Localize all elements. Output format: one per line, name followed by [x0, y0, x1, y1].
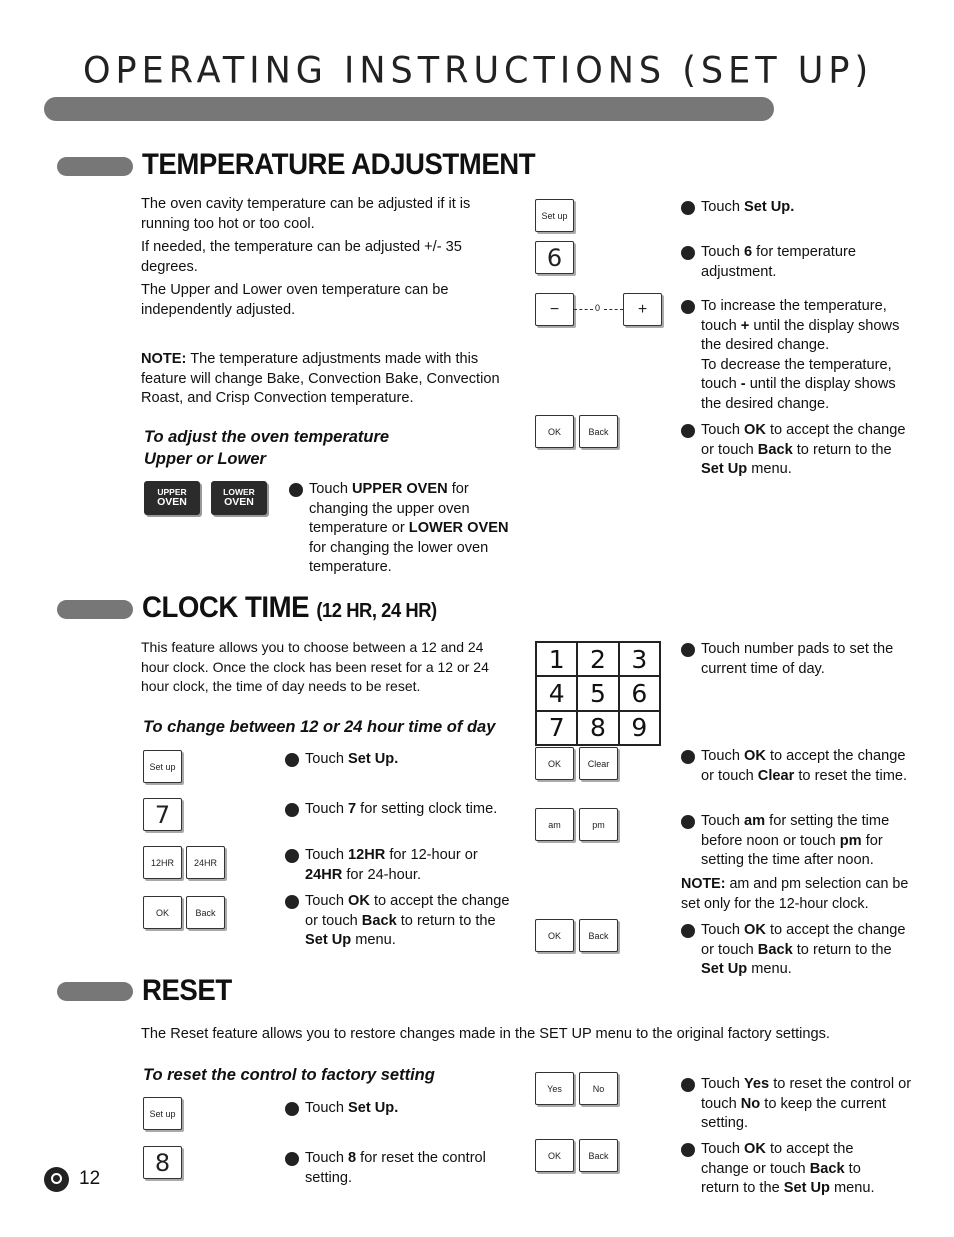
- key-6[interactable]: 6: [620, 677, 659, 709]
- key-1[interactable]: 1: [537, 643, 576, 675]
- 24hr-button[interactable]: 24HR: [186, 846, 225, 879]
- step-text: Touch: [305, 751, 348, 767]
- clock-note: [681, 875, 913, 914]
- reset-step-2: [279, 1149, 510, 1188]
- step-text: to accept the change or touch: [701, 422, 906, 458]
- section-marker: [57, 600, 133, 619]
- note-text: The temperature adjustments made with this feature will change Bake, Convection Bake, Convection Roast, and Crisp Convection temperature.: [141, 351, 500, 407]
- step-text-bold: OK: [348, 893, 370, 909]
- note-label: NOTE:: [141, 351, 187, 367]
- step-text: menu.: [829, 1180, 875, 1197]
- step-text: to reset the control or touch: [701, 1076, 912, 1112]
- step-text-bold: OK: [744, 422, 766, 438]
- pm-button[interactable]: pm: [579, 808, 618, 841]
- step-number: 2: [285, 803, 299, 817]
- page-title: OPERATING INSTRUCTIONS (SET UP): [83, 50, 874, 92]
- step-text: until the display shows the desired change.: [701, 376, 896, 412]
- step-text: to accept the change or touch: [701, 1141, 854, 1177]
- number-8-button[interactable]: 8: [143, 1146, 182, 1179]
- subheading-clock: To change between 12 or 24 hour time of day: [143, 718, 496, 736]
- clear-button[interactable]: Clear: [579, 747, 618, 780]
- subheading-reset: To reset the control to factory setting: [143, 1066, 435, 1084]
- key-9[interactable]: 9: [620, 712, 659, 744]
- step-number: 5: [681, 643, 695, 657]
- subheading-line: To adjust the oven temperature: [144, 428, 390, 446]
- step-text: to accept the change or touch: [305, 893, 510, 929]
- step-text: to return to the: [792, 441, 892, 458]
- ok-button[interactable]: OK: [535, 1139, 574, 1172]
- key-5[interactable]: 5: [578, 677, 617, 709]
- temperature-step-1: [283, 480, 517, 578]
- 12hr-button[interactable]: 12HR: [143, 846, 182, 879]
- step-number: 6: [681, 750, 695, 764]
- upper-oven-button[interactable]: [144, 481, 200, 515]
- plus-button[interactable]: +: [623, 293, 662, 326]
- back-button[interactable]: Back: [186, 896, 225, 929]
- clock-step-4: [279, 892, 517, 951]
- step-number: 3: [285, 849, 299, 863]
- reset-intro: The Reset feature allows you to restore changes made in the SET UP menu to the original factory settings.: [141, 1026, 830, 1042]
- clock-step-7: [675, 812, 913, 871]
- step-text-bold: OK: [744, 748, 766, 764]
- step-text: for setting clock time.: [356, 801, 498, 817]
- step-text: to return to the: [701, 1160, 861, 1197]
- step-text: for temperature adjustment.: [701, 244, 856, 280]
- number-7-button[interactable]: 7: [143, 798, 182, 831]
- step-number: 1: [285, 1102, 299, 1116]
- step-text-bold: 6: [744, 244, 753, 260]
- step-text: Touch: [305, 1150, 348, 1166]
- step-number: 4: [681, 1143, 695, 1157]
- clock-step-1: [279, 750, 515, 770]
- step-number: 1: [289, 483, 303, 497]
- step-number: 2: [681, 201, 695, 215]
- step-text: Touch: [701, 422, 744, 438]
- step-number: 4: [285, 895, 299, 909]
- heading-text: CLOCK TIME: [142, 591, 310, 624]
- step-text-bold: Set Up: [701, 961, 748, 978]
- step-text: for 24-hour.: [342, 866, 422, 883]
- set-up-button[interactable]: Set up: [143, 1097, 182, 1130]
- clock-intro: This feature allows you to choose between a 12 and 24 hour clock. Once the clock has been reset for a 12 or 24 hour clock, the time of day needs to be reset.: [141, 639, 489, 695]
- button-label: UPPER: [157, 487, 187, 497]
- temperature-intro: [141, 195, 513, 321]
- section-marker: [57, 157, 133, 176]
- step-text-bold: +: [740, 317, 750, 334]
- key-3[interactable]: 3: [620, 643, 659, 675]
- step-text: Touch: [309, 481, 352, 497]
- step-text: Touch: [701, 922, 744, 938]
- set-up-button[interactable]: Set up: [535, 199, 574, 232]
- temperature-note: [141, 350, 519, 409]
- ok-button[interactable]: OK: [535, 919, 574, 952]
- step-text-bold: Back: [757, 941, 793, 958]
- step-text-bold: -: [740, 376, 746, 393]
- page-number: 12: [79, 1168, 101, 1189]
- paragraph: The Upper and Lower oven temperature can be independently adjusted.: [141, 282, 449, 318]
- back-button[interactable]: Back: [579, 1139, 618, 1172]
- step-text-bold: Back: [809, 1160, 845, 1177]
- heading-subtext: (12 HR, 24 HR): [316, 600, 437, 622]
- ok-button[interactable]: OK: [143, 896, 182, 929]
- button-label: OVEN: [157, 496, 187, 508]
- lower-oven-button[interactable]: [211, 481, 267, 515]
- step-text-bold: LOWER OVEN: [408, 520, 509, 537]
- button-label: LOWER: [223, 487, 255, 497]
- step-number: 5: [681, 424, 695, 438]
- note-label: NOTE:: [681, 876, 726, 892]
- ok-button[interactable]: OK: [535, 415, 574, 448]
- step-text: Touch: [305, 1100, 348, 1116]
- step-text: Touch: [701, 1141, 744, 1157]
- yes-button[interactable]: Yes: [535, 1072, 574, 1105]
- display-value: 0: [595, 303, 601, 313]
- clock-step-2: [279, 800, 515, 820]
- step-number: 1: [285, 753, 299, 767]
- number-keypad: [535, 641, 661, 746]
- step-text-bold: Set Up: [305, 932, 352, 949]
- section-heading-temperature: TEMPERATURE ADJUSTMENT: [142, 148, 536, 181]
- step-text: for setting the time after noon.: [701, 832, 883, 869]
- am-button[interactable]: am: [535, 808, 574, 841]
- section-marker: [57, 982, 133, 1001]
- step-text-bold: Back: [361, 912, 397, 929]
- key-4[interactable]: 4: [537, 677, 576, 709]
- step-text-bold: Set Up: [783, 1180, 830, 1197]
- step-number: 3: [681, 1078, 695, 1092]
- step-text: for reset the control setting.: [305, 1150, 486, 1186]
- key-2[interactable]: 2: [578, 643, 617, 675]
- step-number: 7: [681, 815, 695, 829]
- step-number: 8: [681, 924, 695, 938]
- step-text: until the display shows the desired change.: [701, 317, 900, 354]
- step-text-bold: Set Up: [701, 461, 748, 478]
- step-text-bold: No: [740, 1095, 761, 1112]
- step-text: Touch: [305, 893, 348, 909]
- section-heading-reset: RESET: [142, 974, 232, 1007]
- clock-step-3: [279, 846, 515, 885]
- button-label: OVEN: [224, 496, 254, 508]
- step-text-bold: OK: [744, 1141, 766, 1157]
- step-text: for 12-hour or: [385, 847, 478, 863]
- temperature-step-2: [675, 198, 911, 218]
- step-text-bold: Set Up.: [348, 751, 399, 767]
- step-text-bold: 12HR: [348, 847, 386, 863]
- step-text: Touch: [701, 1076, 744, 1092]
- reset-step-3: [675, 1075, 913, 1134]
- step-text-bold: OK: [744, 922, 766, 938]
- step-text: menu.: [747, 461, 792, 478]
- ok-button[interactable]: OK: [535, 747, 574, 780]
- set-up-button[interactable]: Set up: [143, 750, 182, 783]
- key-8[interactable]: 8: [578, 712, 617, 744]
- step-text: to accept the change or touch: [701, 748, 906, 784]
- section-heading-clock: [142, 591, 437, 625]
- subheading-line: Upper or Lower: [144, 450, 266, 468]
- step-text: Touch: [305, 847, 348, 863]
- step-text: to reset the time.: [794, 767, 908, 784]
- paragraph: The oven cavity temperature can be adjusted if it is running too hot or too cool.: [141, 196, 471, 232]
- note-text: am and pm selection can be set only for the 12-hour clock.: [681, 876, 909, 912]
- dash-line: [604, 309, 623, 310]
- step-text-bold: Yes: [744, 1076, 770, 1092]
- clock-step-8: [675, 921, 916, 980]
- step-text-bold: 8: [348, 1150, 357, 1166]
- step-text: menu.: [747, 961, 792, 978]
- step-text: Touch: [701, 199, 744, 215]
- step-text: for changing the upper oven temperature or: [309, 481, 470, 537]
- title-bar: [44, 97, 774, 121]
- number-6-button[interactable]: 6: [535, 241, 574, 274]
- step-text: Touch: [701, 813, 744, 829]
- subheading-adjust-temperature: [144, 426, 389, 470]
- step-text-bold: 7: [348, 801, 357, 817]
- step-text: for setting the time before noon or touch: [701, 813, 890, 849]
- clock-step-6: [675, 747, 916, 786]
- step-text: to return to the: [396, 912, 496, 929]
- paragraph: If needed, the temperature can be adjusted +/- 35 degrees.: [141, 239, 462, 275]
- step-text-bold: 24HR: [305, 866, 343, 883]
- dash-line: [574, 309, 593, 310]
- step-text-bold: Clear: [757, 767, 795, 784]
- key-7[interactable]: 7: [537, 712, 576, 744]
- step-text: for changing the lower oven temperature.: [309, 539, 489, 576]
- reset-step-4: [675, 1140, 903, 1199]
- minus-button[interactable]: −: [535, 293, 574, 326]
- step-text: To decrease the temperature, touch: [701, 356, 892, 393]
- no-button[interactable]: No: [579, 1072, 618, 1105]
- step-text: to return to the: [792, 941, 892, 958]
- step-text-bold: pm: [839, 832, 862, 849]
- step-text-bold: Back: [757, 441, 793, 458]
- step-text: Touch number pads to set the current time of day.: [701, 641, 894, 677]
- reset-step-1: [279, 1099, 515, 1119]
- step-text: To increase the temperature, touch: [701, 298, 887, 334]
- temperature-step-5: [675, 421, 913, 480]
- back-button[interactable]: Back: [579, 415, 618, 448]
- step-text-bold: UPPER OVEN: [352, 481, 448, 497]
- step-text: Touch: [701, 748, 744, 764]
- step-text: to keep the current setting.: [701, 1095, 886, 1132]
- step-number: 3: [681, 246, 695, 260]
- step-text: Touch: [305, 801, 348, 817]
- step-number: 4: [681, 300, 695, 314]
- back-button[interactable]: Back: [579, 919, 618, 952]
- step-text-bold: am: [744, 813, 766, 829]
- clock-step-5: [675, 640, 913, 679]
- step-text-bold: Set Up.: [348, 1100, 399, 1116]
- step-text: to accept the change or touch: [701, 922, 906, 958]
- lg-logo-icon: [44, 1167, 69, 1192]
- temperature-step-3: [675, 243, 911, 282]
- step-number: 2: [285, 1152, 299, 1166]
- step-text: Touch: [701, 244, 744, 260]
- step-text: menu.: [351, 932, 396, 949]
- temperature-step-4: [675, 297, 913, 415]
- step-text-bold: Set Up.: [744, 199, 795, 215]
